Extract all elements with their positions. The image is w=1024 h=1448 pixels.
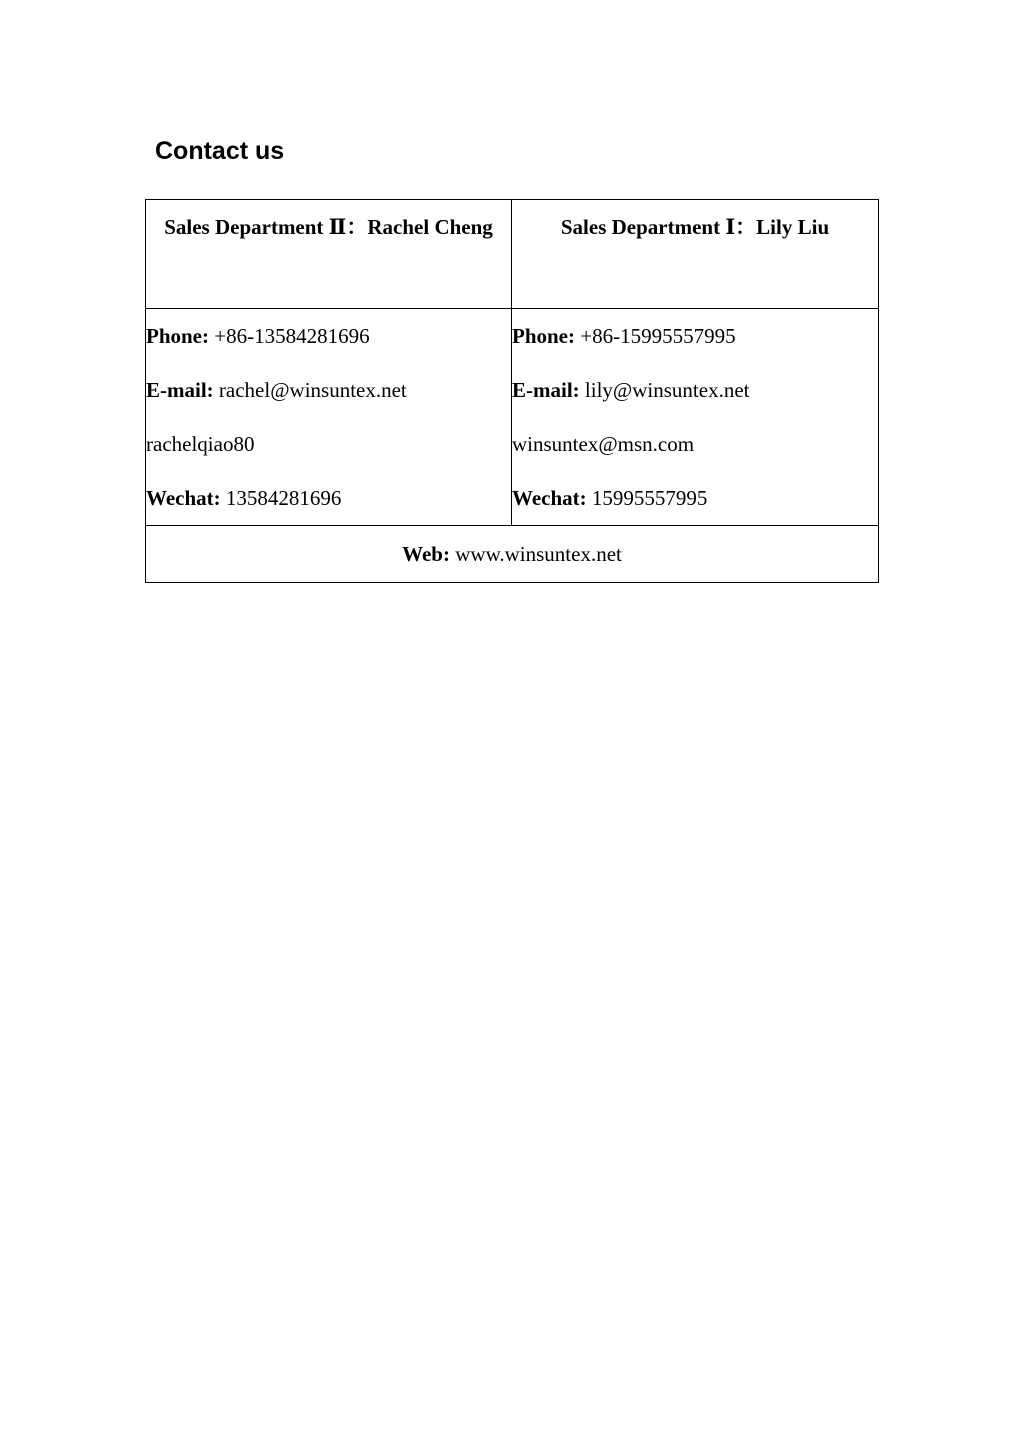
email-label: E-mail:	[146, 378, 214, 402]
wechat-label: Wechat:	[512, 486, 587, 510]
contact-details-rachel	[146, 309, 512, 526]
phone-label: Phone:	[146, 324, 209, 348]
wechat-value: 13584281696	[220, 486, 342, 510]
email-line	[146, 363, 511, 417]
phone-value: +86-13584281696	[209, 324, 370, 348]
web-footer-row	[146, 526, 879, 583]
email-value: rachel@winsuntex.net	[213, 378, 407, 402]
wechat-line	[512, 471, 878, 525]
department-header-row	[146, 200, 879, 309]
contact-table	[145, 199, 879, 583]
department-heading-lily: Sales Department Ⅰ：Lily Liu	[512, 200, 879, 309]
email-value: lily@winsuntex.net	[579, 378, 750, 402]
phone-line	[146, 309, 511, 363]
phone-line	[512, 309, 878, 363]
web-label: Web:	[402, 542, 450, 566]
phone-value: +86-15995557995	[575, 324, 736, 348]
web-footer	[146, 526, 879, 583]
page-title: Contact us	[155, 137, 285, 165]
contact-details-row	[146, 309, 879, 526]
department-heading-rachel: Sales Department Ⅱ：Rachel Cheng	[146, 200, 512, 309]
wechat-value: 15995557995	[586, 486, 708, 510]
contact-details-lily	[512, 309, 879, 526]
email-label: E-mail:	[512, 378, 580, 402]
phone-label: Phone:	[512, 324, 575, 348]
wechat-label: Wechat:	[146, 486, 221, 510]
secondary-contact: winsuntex@msn.com	[512, 432, 695, 456]
secondary-contact: rachelqiao80	[146, 432, 255, 456]
wechat-line	[146, 471, 511, 525]
web-value: www.winsuntex.net	[449, 542, 622, 566]
email-line	[512, 363, 878, 417]
